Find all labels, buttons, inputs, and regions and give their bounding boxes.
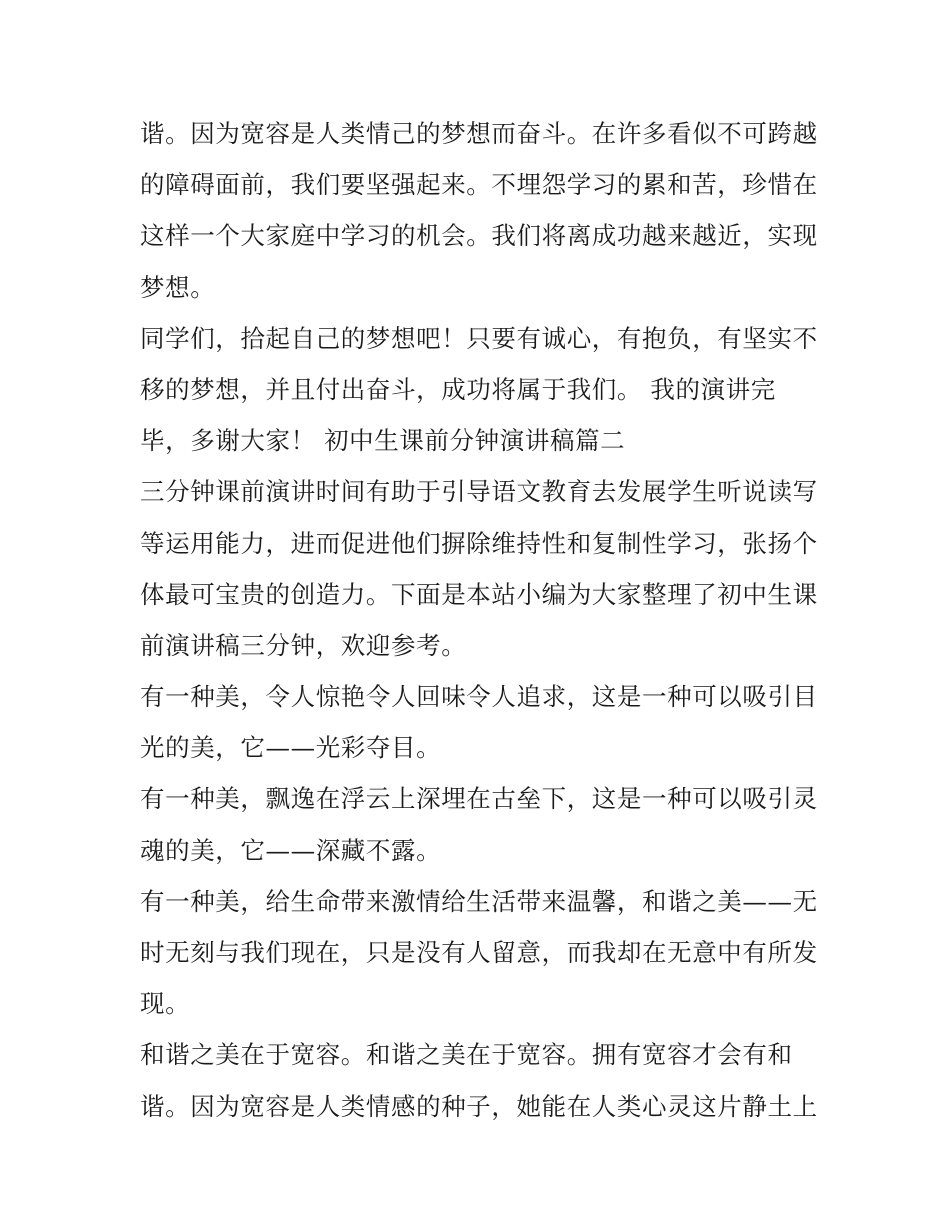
text-line: 这样一个大家庭中学习的机会。我们将离成功越来越近，实现 — [140, 221, 818, 251]
text-line: 等运用能力，进而促进他们摒除维持性和复制性学习，张扬个 — [140, 528, 818, 558]
text-line: 有一种美，飘逸在浮云上深埋在古垒下，这是一种可以吸引灵 — [140, 784, 818, 814]
text-line: 毕，多谢大家！ 初中生课前分钟演讲稿篇二 — [140, 426, 626, 456]
text-line: 的障碍面前，我们要坚强起来。不埋怨学习的累和苦，珍惜在 — [140, 170, 818, 200]
text-line: 谐。因为宽容是人类情己的梦想而奋斗。在许多看似不可跨越 — [140, 119, 818, 148]
text-line: 有一种美，给生命带来激情给生活带来温馨，和谐之美——无 — [140, 886, 818, 916]
text-line: 同学们，拾起自己的梦想吧！只要有诚心，有抱负，有坚实不 — [140, 323, 818, 353]
text-line: 魂的美，它——深藏不露。 — [140, 835, 442, 865]
text-line: 移的梦想，并且付出奋斗，成功将属于我们。 我的演讲完 — [140, 374, 776, 404]
text-line: 光的美，它——光彩夺目。 — [140, 733, 442, 763]
text-line: 三分钟课前演讲时间有助于引导语文教育去发展学生听说读写 — [140, 477, 818, 507]
text-line: 前演讲稿三分钟，欢迎参考。 — [140, 630, 467, 660]
body-text — [140, 108, 830, 1132]
text-line: 时无刻与我们现在，只是没有人留意，而我却在无意中有所发 — [140, 938, 818, 967]
text-line: 谐。因为宽容是人类情感的种子，她能在人类心灵这片静土上 — [140, 1091, 818, 1121]
text-line: 有一种美，令人惊艳令人回味令人追求，这是一种可以吸引目 — [140, 682, 818, 712]
text-line: 梦想。 — [140, 272, 216, 302]
text-line: 体最可宝贵的创造力。下面是本站小编为大家整理了初中生课 — [140, 579, 818, 609]
text-line: 现。 — [140, 989, 191, 1019]
text-line: 和谐之美在于宽容。和谐之美在于宽容。拥有宽容才会有和 — [140, 1040, 793, 1070]
